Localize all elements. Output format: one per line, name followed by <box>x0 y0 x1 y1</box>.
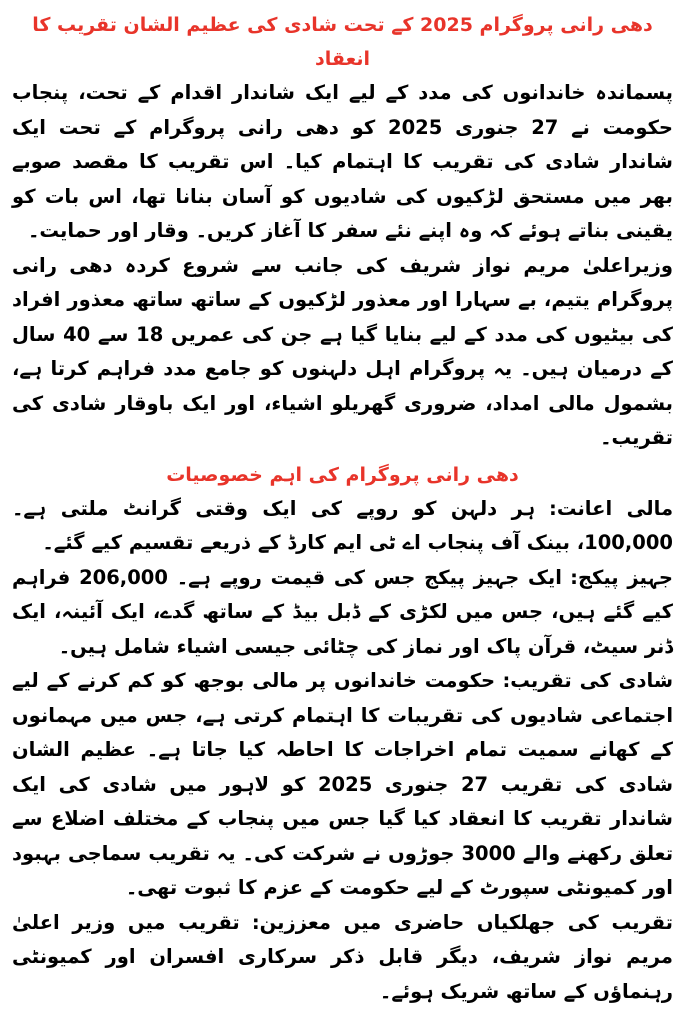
feature-text: تقریب میں وزیر اعلیٰ مریم نواز شریف، دیگر قابل ذکر سرکاری افسران اور کمیونٹی رہنماؤں کے ساتھ شریک ہوئے۔ <box>12 910 673 1003</box>
feature-ceremony-highlights <box>12 906 673 1010</box>
feature-label: شادی کی تقریب: <box>502 669 673 692</box>
feature-wedding-ceremony <box>12 664 673 906</box>
feature-financial-aid <box>12 492 673 561</box>
feature-dowry-package <box>12 561 673 665</box>
feature-label: تقریب کی جھلکیاں حاضری میں معززین: <box>251 910 673 934</box>
features-list <box>12 492 673 1010</box>
feature-label: جہیز پیکج: <box>570 565 673 589</box>
feature-text: ہر دلہن کو روپے کی ایک وقتی گرانٹ ملتی ہے۔ 100,000، بینک آف پنجاب اے ٹی ایم کارڈ کے ذریعے تقسیم کیے گئے۔ <box>12 496 673 554</box>
background-paragraph: وزیراعلیٰ مریم نواز شریف کی جانب سے شروع کردہ دھی رانی پروگرام یتیم، بے سہارا اور معذور لڑکیوں کے ساتھ ساتھ معذور افراد کی بیٹیوں کی مدد کے لیے بنایا گیا ہے جن کی عمریں 18 سے 40 سال کے درمیان ہیں۔ یہ پروگرام اہل دلہنوں کو جامع مدد فراہم کرتا ہے، بشمول مالی امداد، ضروری گھریلو اشیاء، اور ایک باوقار شادی کی تقریب۔ <box>12 253 673 449</box>
feature-text: حکومت خاندانوں پر مالی بوجھ کو کم کرنے کے لیے اجتماعی شادیوں کی تقریبات کا اہتمام کرتی ہے، جس میں مہمانوں کے کھانے سمیت تمام اخراجات کا احاطہ کیا جاتا ہے۔ عظیم الشان شادی کی تقریب 27 جنوری 2025 کو لاہور میں شادی کی ایک شاندار تقریب کا انعقاد کیا گیا جس میں پنجاب کے مختلف اضلاع سے تعلق رکھنے والے 3000 جوڑوں نے شرکت کی۔ یہ تقریب سماجی بہبود اور کمیونٹی سپورٹ کے لیے حکومت کے عزم کا ثبوت تھی۔ <box>12 669 674 899</box>
intro-paragraph: پسماندہ خاندانوں کی مدد کے لیے ایک شاندار اقدام کے تحت، پنجاب حکومت نے 27 جنوری 2025 کو دھی رانی پروگرام کے تحت ایک شاندار شادی کی تقریب کا اہتمام کیا۔ اس تقریب کا مقصد صوبے بھر میں مستحق لڑکیوں کی شادیوں کو آسان بنانا تھا، اس بات کو یقینی بناتے ہوئے کہ وہ اپنے نئے سفر کا آغاز کریں۔ وقار اور حمایت۔ <box>12 81 673 242</box>
features-heading: دھی رانی پروگرام کی اہم خصوصیات <box>166 463 519 486</box>
article-title: دھی رانی پروگرام 2025 کے تحت شادی کی عظیم الشان تقریب کا انعقاد <box>32 14 653 70</box>
feature-label: مالی اعانت: <box>549 496 674 520</box>
feature-text: ایک جہیز پیکج جس کی قیمت روپے ہے۔ 206,000 فراہم کیے گئے ہیں، جس میں لکڑی کے ڈبل بیڈ کے ساتھ گدے، ایک آئینہ، ایک ڈنر سیٹ، قرآن پاک اور نماز کی چٹائی جیسی اشیاء شامل ہیں۔ <box>12 565 673 658</box>
